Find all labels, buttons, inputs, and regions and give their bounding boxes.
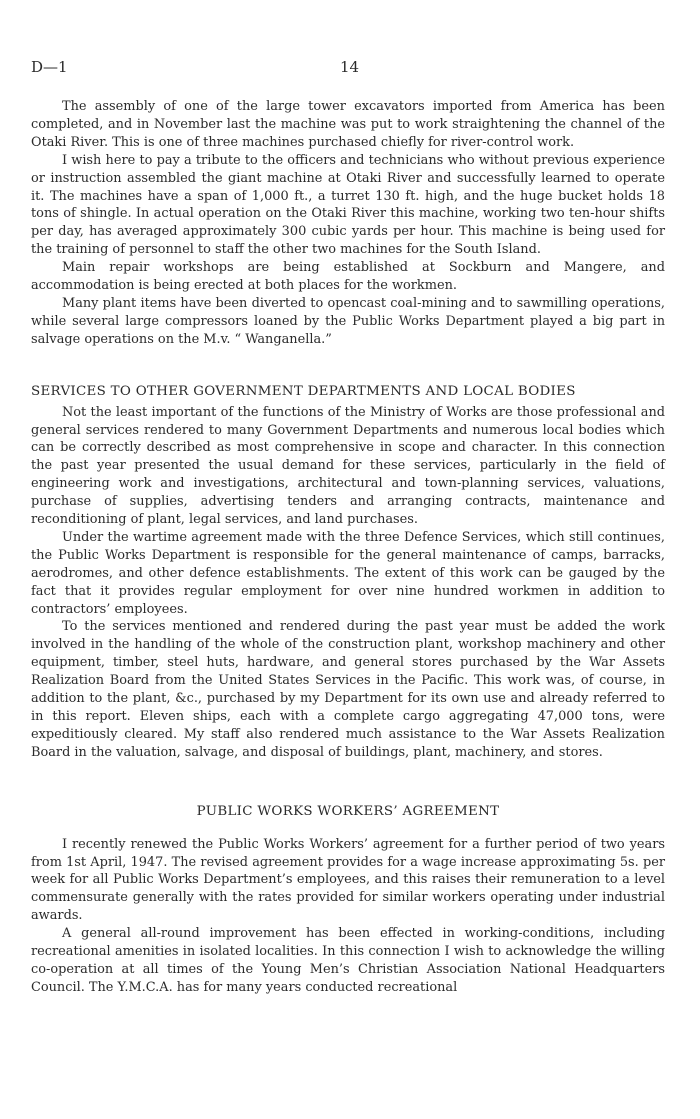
paragraph-repair-workshops: Main repair workshops are being established at Sockburn and Mangere, and accommodation is being erected at both places for the workmen. bbox=[31, 260, 665, 294]
paragraph-wartime-agreement: Under the wartime agreement made with the three Defence Services, which still continues, the Public Works Department is responsible for the general maintenance of camps, barracks, aerodromes, and other defence establishments. The extent of this work can be gauged by the fact that it provides regular employment for over nine hundred workmen in addition to contractors’ employees. bbox=[31, 529, 665, 617]
page-body bbox=[31, 98, 665, 997]
document-reference: D—1 bbox=[31, 58, 68, 76]
paragraph-technicians-tribute: I wish here to pay a tribute to the officers and technicians who without previous experience or instruction assembled the giant machine at Otaki River and successfully learned to operate it. The machines have a span of 1,000 ft., a turret 130 ft. high, and the huge bucket holds 18 tons of shingle. In actual operation on the Otaki River this machine, working two ten-hour shifts per day, has averaged approximately 300 cubic yards per hour. This machine is being used for the training of personnel to staff the other two machines for the South Island. bbox=[31, 152, 665, 258]
section-heading-agreement: PUBLIC WORKS WORKERS’ AGREEMENT bbox=[196, 803, 500, 819]
paragraph-agreement-renewal: I recently renewed the Public Works Workers’ agreement for a further period of two years from 1st April, 1947. The revised agreement provides for a wage increase approximating 5s. per week for all Public Works Department’s employees, and this raises their remuneration to a level commensurate generally with the rates provided for similar workers operating under industrial awards. bbox=[31, 836, 665, 924]
paragraph-working-conditions: A general all-round improvement has been effected in working-conditions, including recreational amenities in isolated localities. In this connection I wish to acknowledge the willing co-operation at all times of the Young Men’s Christian Association National Headquarters Council. The Y.M.C.A. has for many years conducted recreational bbox=[31, 926, 665, 995]
paragraph-ministry-functions: Not the least important of the functions of the Ministry of Works are those professional and general services rendered to many Government Departments and numerous local bodies which can be correctly described as most comprehensive in scope and character. In this connection the past year presented the usual demand for these services, particularly in the field of engineering work and investigations, architectural and town-planning services, valuations, purchase of supplies, advertising tenders and arranging contracts, maintenance and reconditioning of plant, legal services, and land purchases. bbox=[31, 404, 665, 528]
section-heading-services: SERVICES TO OTHER GOVERNMENT DEPARTMENTS AND LOCAL BODIES bbox=[31, 383, 576, 399]
paragraph-war-assets: To the services mentioned and rendered during the past year must be added the work involved in the handling of the whole of the construction plant, workshop machinery and other equipment, timber, steel huts, hardware, and general stores purchased by the War Assets Realization Board from the United States Services in the Pacific. This work was, of course, in addition to the plant, &c., purchased by my Department for its own use and already referred to in this report. Eleven ships, each with a complete cargo aggregating 47,000 tons, were expeditiously cleared. My staff also rendered much assistance to the War Assets Realization Board in the valuation, salvage, and disposal of buildings, plant, machinery, and stores. bbox=[31, 619, 665, 760]
page-header bbox=[31, 58, 665, 78]
paragraph-plant-items: Many plant items have been diverted to opencast coal-mining and to sawmilling operations, while several large compressors loaned by the Public Works Department played a big part in salvage operations on the M.v. “ Wanganella.” bbox=[31, 295, 665, 347]
page-number: 14 bbox=[340, 58, 360, 76]
paragraph-excavator-assembly: The assembly of one of the large tower excavators imported from America has been completed, and in November last the machine was put to work straightening the channel of the Otaki River. This is one of three machines purchased chiefly for river-control work. bbox=[31, 99, 665, 150]
